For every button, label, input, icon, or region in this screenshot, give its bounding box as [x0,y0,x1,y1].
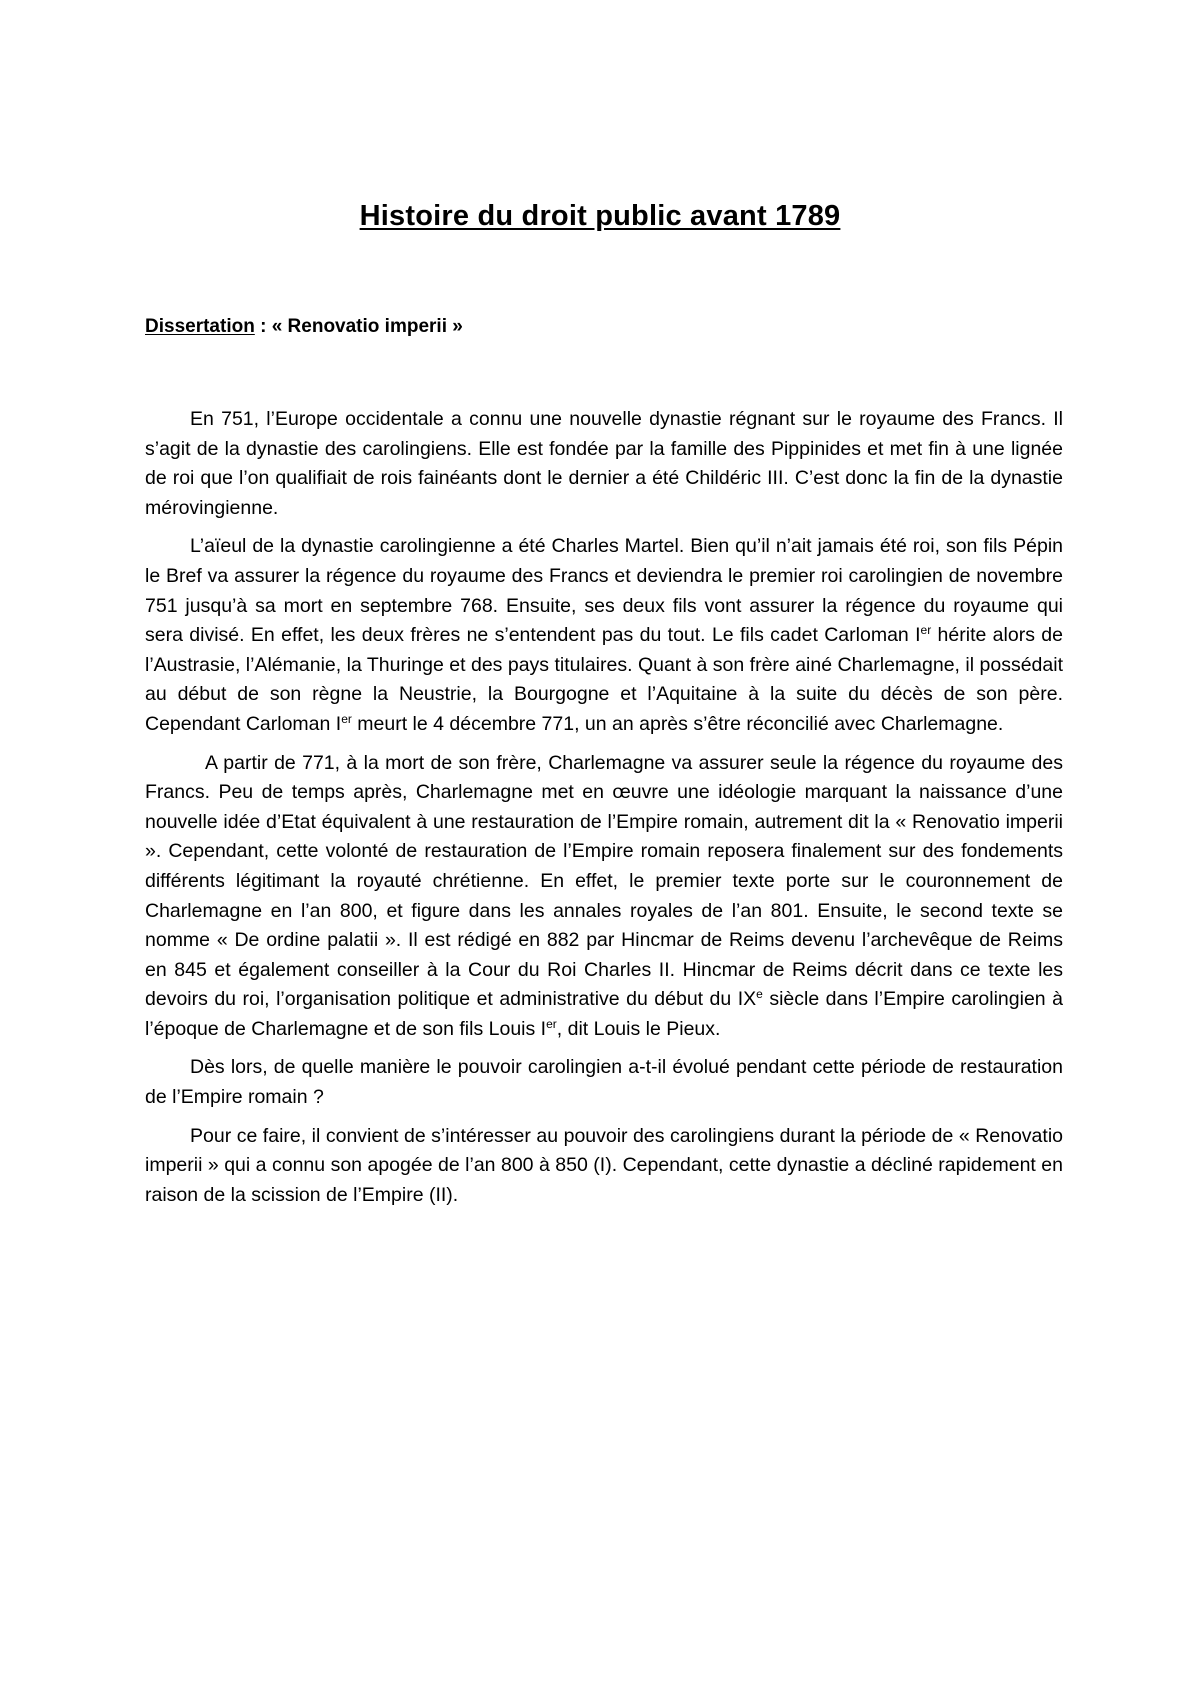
paragraph-2 [145,532,1063,739]
paragraph-2-part-b: hérite alors de l’Austrasie, l’Alémanie, la Thuringe et des pays titulaires. Quant à son frère ainé Charlemagne, il possédait au début de son règne la Neustrie, la Bourgogne et l’Aquitaine à la suite du décès de son père. Cependant Carloman I [145,624,1063,735]
paragraph-3-part-b: siècle dans l’Empire carolingien à l’époque de Charlemagne et de son fils Louis I [145,988,1063,1040]
superscript-er: er [341,711,352,726]
dissertation-body [145,405,1063,1219]
superscript-er: er [920,623,932,638]
paragraph-2-part-a: L’aïeul de la dynastie carolingienne a été Charles Martel. Bien qu’il n’ait jamais été roi, son fils Pépin le Bref va assurer la régence du royaume des Francs et deviendra le premier roi carolingien de novembre 751 jusqu’à sa mort en septembre 768. Ensuite, ses deux fils vont assurer la régence du royaume qui sera divisé. En effet, les deux frères ne s’entendent pas du tout. Le fils cadet Carloman I [145,535,1063,647]
paragraph-3-part-a: A partir de 771, à la mort de son frère, Charlemagne va assurer seule la régence du royaume des Francs. Peu de temps après, Charlemagne met en œuvre une idéologie marquant la naissance d’une nouvelle idée d’Etat équivalent à une restauration de l’Empire romain, autrement dit la « Renovatio imperii ». Cependant, cette volonté de restauration de l’Empire romain reposera finalement sur des fondements différents légitimant la royauté chrétienne. En effet, le premier texte porte sur le couronnement de Charlemagne en l’an 800, et figure dans les annales royales de l’an 801. Ensuite, le second texte se nomme « De ordine palatii ». Il est rédigé en 882 par Hincmar de Reims devenu l’archevêque de Reims en 845 et également conseiller à la Cour du Roi Charles II. Hincmar de Reims décrit dans ce texte les devoirs du roi, l’organisation politique et administrative du début du IX [145,751,1063,1011]
paragraph-4: Dès lors, de quelle manière le pouvoir carolingien a-t-il évolué pendant cette période de restauration de l’Empire romain ? [145,1056,1063,1109]
paragraph-2-part-c: meurt le 4 décembre 771, un an après s’être réconcilié avec Charlemagne. [351,712,1004,735]
dissertation-label: Dissertation [145,316,255,337]
dissertation-separator: : [254,316,272,337]
dissertation-topic: « Renovatio imperii » [271,316,463,337]
paragraph-1: En 751, l’Europe occidentale a connu une nouvelle dynastie régnant sur le royaume des Francs. Il s’agit de la dynastie des carolingiens. Elle est fondée par la famille des Pippinides et met fin à une lignée de roi que l’on qualifiait de rois fainéants dont le dernier a été Childéric III. C’est donc la fin de la dynastie mérovingienne. [145,408,1063,519]
document-title: Histoire du droit public avant 1789 [359,200,841,232]
paragraph-5: Pour ce faire, il convient de s’intéresser au pouvoir des carolingiens durant la période de « Renovatio imperii » qui a connu son apogée de l’an 800 à 850 (I). Cependant, cette dynastie a décliné rapidement en raison de la scission de l’Empire (II). [145,1124,1063,1206]
superscript-e: e [756,987,763,1002]
dissertation-heading [145,316,463,338]
paragraph-3 [145,749,1063,1045]
superscript-er: er [546,1016,557,1031]
paragraph-3-part-c: , dit Louis le Pieux. [556,1017,721,1040]
